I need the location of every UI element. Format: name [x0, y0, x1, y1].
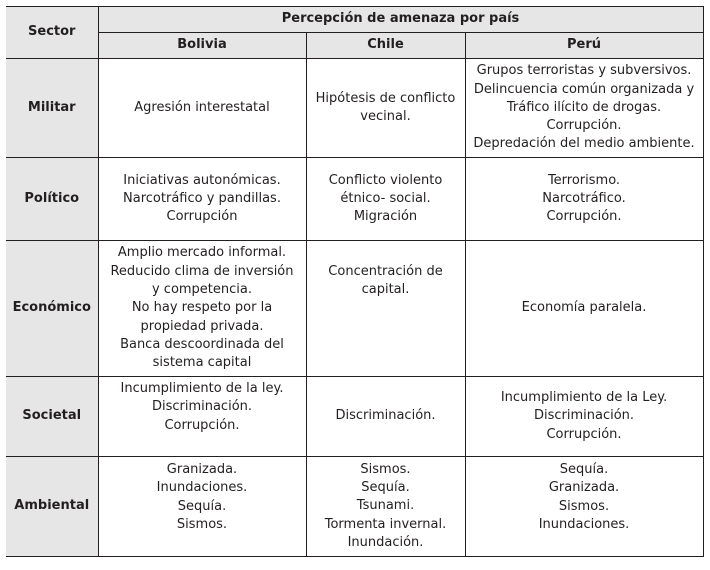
threat-item: Hipótesis de conflicto	[315, 90, 456, 106]
threat-item: vecinal.	[360, 109, 411, 124]
cell-chile	[306, 59, 465, 158]
threat-item: No hay respeto por la	[131, 300, 273, 316]
threat-item: Discriminación.	[335, 408, 436, 424]
cell-peru	[465, 241, 703, 377]
threat-item: Corrupción.	[546, 209, 622, 225]
threat-item: Tsunami.	[356, 498, 415, 514]
threat-item: Narcotráfico y pandillas.	[123, 190, 281, 206]
threat-item: Iniciativas autonómicas.	[123, 172, 281, 188]
table-row-militar	[6, 59, 703, 158]
threat-item: Corrupción.	[164, 417, 240, 433]
threat-item: Reducido clima de inversión	[110, 263, 294, 279]
header-row-countries	[6, 33, 703, 59]
threat-item: Corrupción	[166, 209, 238, 225]
threat-item: propiedad privada.	[140, 318, 264, 334]
sector-label: Económico	[6, 241, 98, 377]
threat-item: Inundaciones.	[156, 480, 248, 496]
threat-item: Corrupción.	[546, 118, 622, 134]
threat-item: Banca descoordinada del	[120, 336, 284, 352]
threat-item: étnico- social.	[340, 190, 431, 206]
threat-item: sistema capital	[152, 355, 252, 371]
threat-item: Sismos.	[176, 516, 228, 532]
threat-item: Economía paralela.	[521, 300, 647, 316]
table-row-economico	[6, 241, 703, 377]
sector-label: Militar	[6, 59, 98, 158]
threat-item: Inundaciones.	[538, 516, 630, 532]
threat-item: y competencia.	[151, 282, 253, 298]
sector-label: Societal	[6, 377, 98, 457]
table-row-ambiental	[6, 457, 703, 557]
threat-item: Discriminación.	[151, 399, 253, 415]
cell-peru	[465, 377, 703, 457]
threat-item: Incumplimiento de la ley.	[120, 381, 284, 396]
threat-item: Delincuencia común organizada y	[473, 81, 695, 97]
cell-chile	[306, 158, 465, 241]
table-row-politico	[6, 158, 703, 241]
cell-bolivia	[98, 158, 306, 241]
threat-item: Discriminación.	[533, 408, 635, 424]
threat-item: Amplio mercado informal.	[117, 245, 287, 261]
cell-peru	[465, 158, 703, 241]
threat-item: Tormenta invernal.	[324, 516, 447, 532]
threat-item: Sismos.	[360, 461, 411, 477]
country-header-peru: Perú	[465, 33, 703, 59]
threat-item: Tráfico ilícito de drogas.	[506, 99, 662, 115]
threat-item: Migración	[353, 209, 418, 225]
threat-item: Granizada.	[548, 480, 620, 496]
cell-peru	[465, 457, 703, 557]
threat-perception-table	[6, 6, 704, 557]
threat-item: Concentración de	[328, 264, 443, 279]
cell-peru	[465, 59, 703, 158]
sector-label: Ambiental	[6, 457, 98, 557]
threat-item: Corrupción.	[546, 426, 622, 442]
threat-item: Terrorismo.	[547, 172, 621, 188]
threat-item: Sismos.	[558, 498, 610, 514]
header-row-group	[6, 7, 703, 33]
threat-item: Sequía.	[361, 480, 410, 496]
threat-item: Inundación.	[347, 534, 424, 550]
cell-chile	[306, 241, 465, 377]
country-header-chile: Chile	[306, 33, 465, 59]
threat-item: Grupos terroristas y subversivos.	[476, 63, 692, 79]
threat-item: Granizada.	[166, 462, 238, 477]
threat-item: Narcotráfico.	[542, 190, 626, 206]
table-row-societal	[6, 377, 703, 457]
cell-bolivia	[98, 241, 306, 377]
cell-bolivia	[98, 457, 306, 557]
threat-perception-group-header: Percepción de amenaza por país	[98, 7, 703, 33]
cell-bolivia	[98, 59, 306, 158]
threat-item: Incumplimiento de la Ley.	[500, 390, 668, 406]
threat-item: Depredación del medio ambiente.	[473, 136, 695, 152]
threat-item: capital.	[361, 282, 410, 298]
country-header-bolivia: Bolivia	[98, 33, 306, 59]
threat-item: Conflicto violento	[328, 172, 443, 188]
threat-item: Sequía.	[559, 462, 609, 477]
threat-item: Agresión interestatal	[134, 99, 270, 115]
cell-chile	[306, 377, 465, 457]
threat-item: Sequía.	[177, 498, 227, 514]
sector-column-header: Sector	[6, 7, 98, 59]
cell-chile	[306, 457, 465, 557]
cell-bolivia	[98, 377, 306, 457]
sector-label: Político	[6, 158, 98, 241]
